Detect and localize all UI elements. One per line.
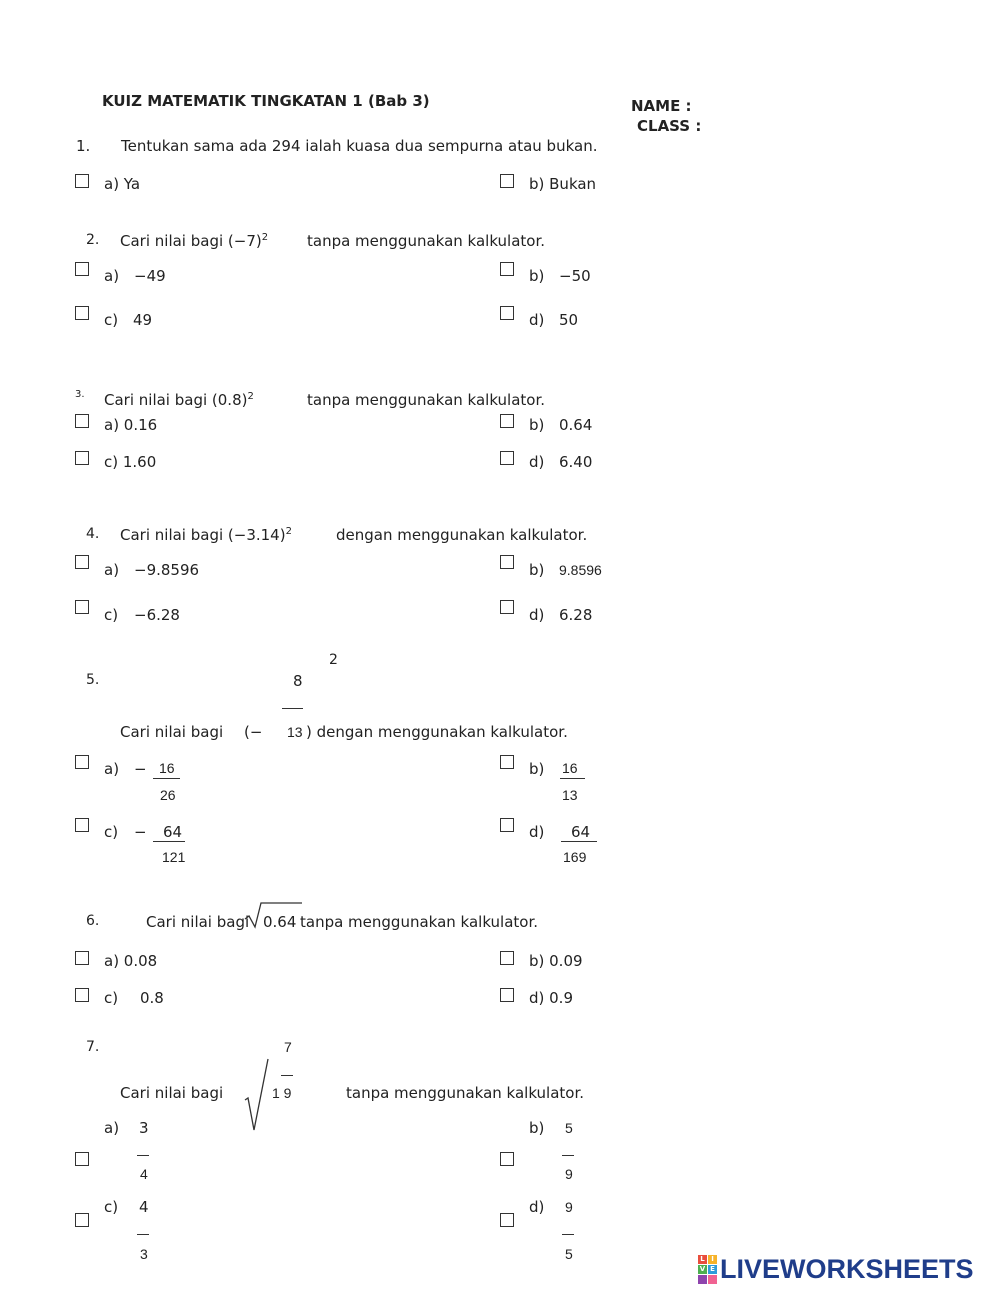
q6-option-b-checkbox[interactable] [500, 951, 514, 965]
q5-option-c-sign: − [134, 823, 147, 841]
q5-paren-open: (− [244, 723, 263, 741]
question-5-text-post: ) dengan menggunakan kalkulator. [306, 723, 568, 741]
q4-option-a-value: −9.8596 [134, 561, 200, 579]
q7-option-d-denominator: 5 [565, 1246, 573, 1262]
question-1-text: Tentukan sama ada 294 ialah kuasa dua sempurna atau bukan. [121, 137, 598, 155]
q2-option-c-value: 49 [133, 311, 153, 329]
q3-option-b-value: 0.64 [559, 416, 593, 434]
q6-option-c-label: c) [104, 989, 119, 1007]
question-6-number: 6. [86, 913, 100, 929]
q3-option-d-checkbox[interactable] [500, 451, 514, 465]
q5-option-d-label: d) [529, 823, 545, 841]
q3-option-c-label: c) 1.60 [104, 453, 157, 471]
q2-option-d-label: d) [529, 311, 545, 329]
liveworksheets-logo-icon [698, 1255, 717, 1284]
q4-option-b-checkbox[interactable] [500, 555, 514, 569]
question-3-text-post: tanpa menggunakan kalkulator. [307, 391, 546, 409]
logo-tile-5 [698, 1275, 707, 1284]
logo-tile-6 [708, 1275, 717, 1284]
q3-option-c-checkbox[interactable] [75, 451, 89, 465]
q5-fraction-denominator: 13 [287, 724, 303, 740]
q7-option-a-label: a) [104, 1119, 120, 1137]
q5-option-a-checkbox[interactable] [75, 755, 89, 769]
question-7-text: Cari nilai bagi [120, 1084, 224, 1102]
q7-option-b-bar [562, 1155, 574, 1156]
q6-option-a-checkbox[interactable] [75, 951, 89, 965]
q5-option-a-denominator: 26 [160, 787, 176, 803]
q6-option-a-label: a) 0.08 [104, 952, 158, 970]
q3-option-a-label: a) 0.16 [104, 416, 158, 434]
q7-option-c-bar [137, 1234, 149, 1235]
q4-option-d-checkbox[interactable] [500, 600, 514, 614]
q5-option-d-numerator: 64 [571, 823, 591, 841]
q1-option-b-label: b) Bukan [529, 175, 597, 193]
q7-option-d-numerator: 9 [565, 1199, 573, 1215]
q3-option-d-value: 6.40 [559, 453, 593, 471]
q2-option-c-label: c) [104, 311, 119, 329]
q2-option-a-value: −49 [134, 267, 166, 285]
question-7-text-post: tanpa menggunakan kalkulator. [346, 1084, 585, 1102]
q1-option-a-label: a) Ya [104, 175, 141, 193]
q5-fraction-numerator: 8 [293, 672, 303, 690]
q7-option-b-numerator: 5 [565, 1120, 573, 1136]
q4-option-c-value: −6.28 [134, 606, 180, 624]
q2-option-c-checkbox[interactable] [75, 306, 89, 320]
q7-option-d-label: d) [529, 1198, 545, 1216]
q7-option-c-numerator: 4 [139, 1198, 149, 1216]
liveworksheets-logo-text: LIVEWORKSHEETS [720, 1254, 974, 1284]
q7-option-c-denominator: 3 [140, 1246, 148, 1262]
logo-tile-4: E [708, 1265, 717, 1274]
q5-option-c-bar [153, 841, 185, 842]
question-5-number: 5. [86, 672, 100, 688]
q2-option-b-value: −50 [559, 267, 591, 285]
question-4-number: 4. [86, 526, 100, 542]
question-6-text: Cari nilai bagi [146, 913, 250, 931]
q1-option-a-checkbox[interactable] [75, 174, 89, 188]
q7-option-b-label: b) [529, 1119, 545, 1137]
question-3-text: Cari nilai bagi $(0.8)^2$ [104, 391, 254, 409]
q5-option-c-label: c) [104, 823, 119, 841]
q7-option-d-bar [562, 1234, 574, 1235]
question-7-number: 7. [86, 1039, 100, 1055]
q6-option-c-value: 0.8 [140, 989, 164, 1007]
q5-option-b-denominator: 13 [562, 787, 578, 803]
q7-option-c-checkbox[interactable] [75, 1213, 89, 1227]
q5-option-b-numerator: 16 [562, 760, 578, 776]
q1-option-b-checkbox[interactable] [500, 174, 514, 188]
q7-fraction-numerator: 7 [284, 1039, 292, 1055]
q6-option-b-label: b) 0.09 [529, 952, 583, 970]
q3-option-d-label: d) [529, 453, 545, 471]
question-6-text-post: tanpa menggunakan kalkulator. [300, 913, 539, 931]
q2-option-a-checkbox[interactable] [75, 262, 89, 276]
q4-option-b-label: b) [529, 561, 545, 579]
logo-tile-3: V [699, 1265, 706, 1273]
q4-option-c-label: c) [104, 606, 119, 624]
q2-option-d-value: 50 [559, 311, 579, 329]
question-3-number: 3. [75, 389, 85, 400]
q6-option-d-label: d) 0.9 [529, 989, 573, 1007]
q5-option-b-checkbox[interactable] [500, 755, 514, 769]
q5-option-c-denominator: 121 [162, 849, 186, 865]
liveworksheets-logo [698, 1254, 974, 1285]
logo-tile-2: I [708, 1255, 717, 1264]
q5-option-b-label: b) [529, 760, 545, 778]
q7-fraction-bar [281, 1075, 293, 1076]
name-label: NAME : [631, 97, 692, 115]
q7-option-c-label: c) [104, 1198, 119, 1216]
q5-option-b-bar [560, 778, 585, 779]
question-2-text: Cari nilai bagi $(-7)^2$ [120, 232, 269, 250]
q7-option-a-denominator: 4 [140, 1166, 148, 1182]
q5-option-a-bar [153, 778, 180, 779]
q7-option-a-numerator: 3 [139, 1119, 149, 1137]
q6-option-d-checkbox[interactable] [500, 988, 514, 1002]
q3-option-b-label: b) [529, 416, 545, 434]
q4-option-d-value: 6.28 [559, 606, 593, 624]
q2-option-b-checkbox[interactable] [500, 262, 514, 276]
q6-radicand: 0.64 [263, 913, 297, 931]
q5-option-d-denominator: 169 [563, 849, 587, 865]
q7-option-b-denominator: 9 [565, 1166, 573, 1182]
q2-option-d-checkbox[interactable] [500, 306, 514, 320]
q4-option-c-checkbox[interactable] [75, 600, 89, 614]
q5-fraction-bar [282, 708, 303, 709]
q2-option-b-label: b) [529, 267, 545, 285]
q7-option-a-checkbox[interactable] [75, 1152, 89, 1166]
q7-square-root-icon [244, 1058, 274, 1132]
q5-option-c-numerator: 64 [163, 823, 183, 841]
question-2-text-post: tanpa menggunakan kalkulator. [307, 232, 546, 250]
q4-option-b-value: 9.8596 [559, 562, 602, 578]
class-label: CLASS : [637, 117, 702, 135]
q3-option-b-checkbox[interactable] [500, 414, 514, 428]
q7-option-a-bar [137, 1155, 149, 1156]
question-4-text-post: dengan menggunakan kalkulator. [336, 526, 588, 544]
q5-option-a-label: a) [104, 760, 120, 778]
question-5-text: Cari nilai bagi [120, 723, 224, 741]
q4-option-a-checkbox[interactable] [75, 555, 89, 569]
q5-option-c-checkbox[interactable] [75, 818, 89, 832]
q6-option-c-checkbox[interactable] [75, 988, 89, 1002]
question-1-number: 1. [76, 137, 91, 155]
q5-option-a-numerator: 16 [159, 760, 175, 776]
q3-option-a-checkbox[interactable] [75, 414, 89, 428]
quiz-title: KUIZ MATEMATIK TINGKATAN 1 (Bab 3) [102, 92, 430, 110]
q5-option-d-bar [561, 841, 597, 842]
q5-exponent: 2 [329, 652, 338, 668]
q5-option-d-checkbox[interactable] [500, 818, 514, 832]
q4-option-d-label: d) [529, 606, 545, 624]
q2-option-a-label: a) [104, 267, 120, 285]
q5-option-a-sign: − [134, 760, 147, 778]
question-4-text: Cari nilai bagi $(-3.14)^2$ [120, 526, 292, 544]
q4-option-a-label: a) [104, 561, 120, 579]
q7-option-b-checkbox[interactable] [500, 1152, 514, 1166]
logo-tile-1: L [698, 1255, 707, 1264]
q7-option-d-checkbox[interactable] [500, 1213, 514, 1227]
question-2-number: 2. [86, 232, 100, 248]
q7-fraction-denominator: 1 9 [272, 1085, 292, 1101]
